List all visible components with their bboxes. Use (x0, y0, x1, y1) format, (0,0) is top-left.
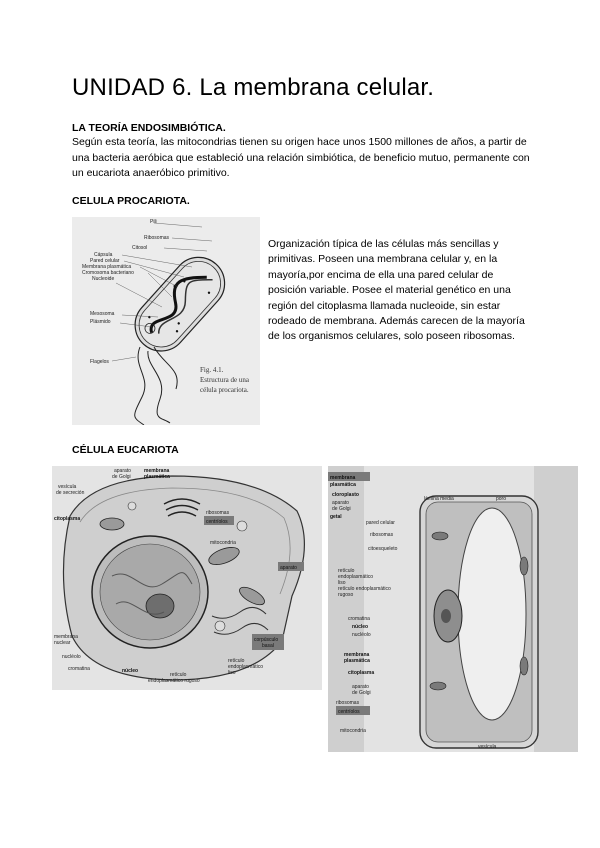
plant-label-vesicula: vesícula (478, 744, 497, 750)
plant-label-membrana-1: membrana (330, 475, 356, 481)
label-pared-celular: Pared celular (90, 258, 120, 264)
svg-text:de Golgi (332, 506, 351, 512)
animal-label-ret-liso-3: liso (228, 670, 236, 676)
animal-label-golgi-1: aparato (114, 468, 131, 474)
page-title: UNIDAD 6. La membrana celular. (72, 74, 435, 101)
plant-label-ret-rugoso-1: retículo endoplasmático (338, 586, 391, 592)
caption-line-3: célula procariota. (200, 386, 249, 394)
svg-text:de Golgi (352, 690, 371, 696)
animal-label-aparato: aparato (280, 565, 297, 571)
label-flagelos: Flagelos (90, 359, 109, 365)
plant-label-citoplasma: citoplasma (348, 670, 375, 676)
section-heading-endosymbiotic: LA TEORÍA ENDOSIMBIÓTICA. (72, 122, 226, 134)
plant-label-pared-celular: pared celular (366, 520, 395, 526)
section-heading-prokaryote: CELULA PROCARIOTA. (72, 195, 190, 207)
label-cromosoma-bacteriano: Cromosoma bacteriano (82, 270, 134, 276)
animal-label-corpusculo-2: basal (262, 643, 274, 649)
caption-line-2: Estructura de una (200, 376, 249, 384)
plant-label-nucleolo: nucléolo (352, 632, 371, 638)
animal-label-golgi-2: de Golgi (112, 474, 131, 480)
label-citosol: Citosol (132, 245, 148, 251)
plant-label-vegetal: getal (330, 514, 342, 520)
plant-label-nucleo: núcleo (352, 624, 369, 630)
label-pili: Pili (150, 219, 157, 225)
animal-label-mitocondria: mitocondria (210, 540, 236, 546)
animal-label-membrana-nuclear-1: membrana (54, 634, 78, 640)
animal-label-ret-rugoso-1: retículo (170, 672, 187, 678)
plant-label-golgi-2: de Golgi (332, 506, 351, 512)
plant-label-ribosomas: ribosomas (370, 532, 394, 538)
svg-text:plasmática (344, 658, 370, 664)
svg-text:membrana (330, 475, 356, 481)
animal-label-membrana-nuclear-2: nuclear (54, 640, 71, 646)
svg-text:de secreción (56, 490, 85, 496)
svg-text:plasmática (330, 482, 356, 488)
animal-label-cromatina: cromatina (68, 666, 90, 672)
animal-label-centriolos: centríolos (206, 519, 228, 525)
label-ribosomas: Ribosomas (144, 235, 170, 241)
label-nucleoide: Nucleoide (92, 276, 115, 282)
animal-label-ret-liso-2: endoplasmático (228, 664, 264, 670)
svg-text:nuclear (54, 640, 71, 646)
plant-label-golgi2-2: de Golgi (352, 690, 371, 696)
endosymbiotic-paragraph: Según esta teoría, las mitocondrias tienen su origen hace unos 1500 millones de años, a partir de una bacteria aeróbica que estableció una relación simbiótica, de beneficio mutuo, permanente con un eucariota anaeróbico primitivo. (72, 136, 530, 179)
animal-label-ret-liso-1: retículo (228, 658, 245, 664)
plant-label-cloroplasto: cloroplasto (332, 492, 359, 498)
plant-label-lamina-media: lámina media (424, 496, 454, 502)
plant-label-membrana2-2: plasmática (344, 658, 370, 664)
plant-label-ret-liso-1: retículo (338, 568, 355, 574)
svg-text:de Golgi (112, 474, 131, 480)
label-plasmido: Plásmido (90, 319, 111, 325)
label-capsula: Cápsula (94, 252, 113, 258)
animal-label-vesicula-1: vesícula (58, 484, 77, 490)
animal-label-nucleolo: nucléolo (62, 654, 81, 660)
svg-text:liso (228, 670, 236, 676)
animal-label-membrana-2: plasmática (144, 474, 170, 480)
plant-label-ret-rugoso-2: rugoso (338, 592, 354, 598)
plant-label-membrana-2: plasmática (330, 482, 356, 488)
svg-text:basal (262, 643, 274, 649)
prokaryote-cell-figure (72, 217, 260, 425)
plant-label-ret-liso-2: endoplasmático (338, 574, 374, 580)
prokaryote-paragraph: Organización típica de las células más sencillas y primitivas. Poseen una membrana celular y, en la mayoría,por encima de ella una pared celular de posición variable. Posee el material genético en una región del citoplasma llamada nucleoide, sin estar rodeado de membrana. Además carecen de la mayoría de los organismos celulares, solo poseen ribosomas. (268, 238, 525, 343)
plant-label-citoesqueleto: citoesqueleto (368, 546, 398, 552)
plant-label-ret-liso-3: liso (338, 580, 346, 586)
animal-label-ribosomas: ribosomas (206, 510, 230, 516)
animal-label-nucleo: núcleo (122, 668, 139, 674)
plant-label-ribosomas2: ribosomas (336, 700, 360, 706)
plant-label-poro: poro (496, 496, 507, 502)
animal-label-vesicula-2: de secreción (56, 490, 85, 496)
plant-label-golgi2-1: aparato (352, 684, 369, 690)
plant-label-mitocondria: mitocondria (340, 728, 366, 734)
svg-text:endoplasmático rugoso (148, 678, 200, 684)
plant-label-golgi-1: aparato (332, 500, 349, 506)
animal-label-ret-rugoso-2: endoplasmático rugoso (148, 678, 200, 684)
caption-line-1: Fig. 4.1. (200, 366, 224, 374)
plant-cell-figure (328, 466, 578, 752)
animal-label-citoplasma: citoplasma (54, 516, 81, 522)
animal-label-membrana-1: membrana (144, 468, 170, 474)
svg-text:plasmática (144, 474, 170, 480)
plant-label-cromatina: cromatina (348, 616, 370, 622)
section-heading-eukaryote: CÉLULA EUCARIOTA (72, 444, 179, 456)
plant-label-membrana2-1: membrana (344, 652, 370, 658)
label-membrana-plasmatica: Membrana plasmática (82, 264, 132, 270)
animal-cell-figure (52, 466, 322, 690)
animal-label-corpusculo-1: corpúsculo (254, 637, 279, 643)
label-mesosoma: Mesosoma (90, 311, 115, 317)
plant-label-centriolos: centríolos (338, 709, 360, 715)
svg-text:rugoso (338, 592, 354, 598)
